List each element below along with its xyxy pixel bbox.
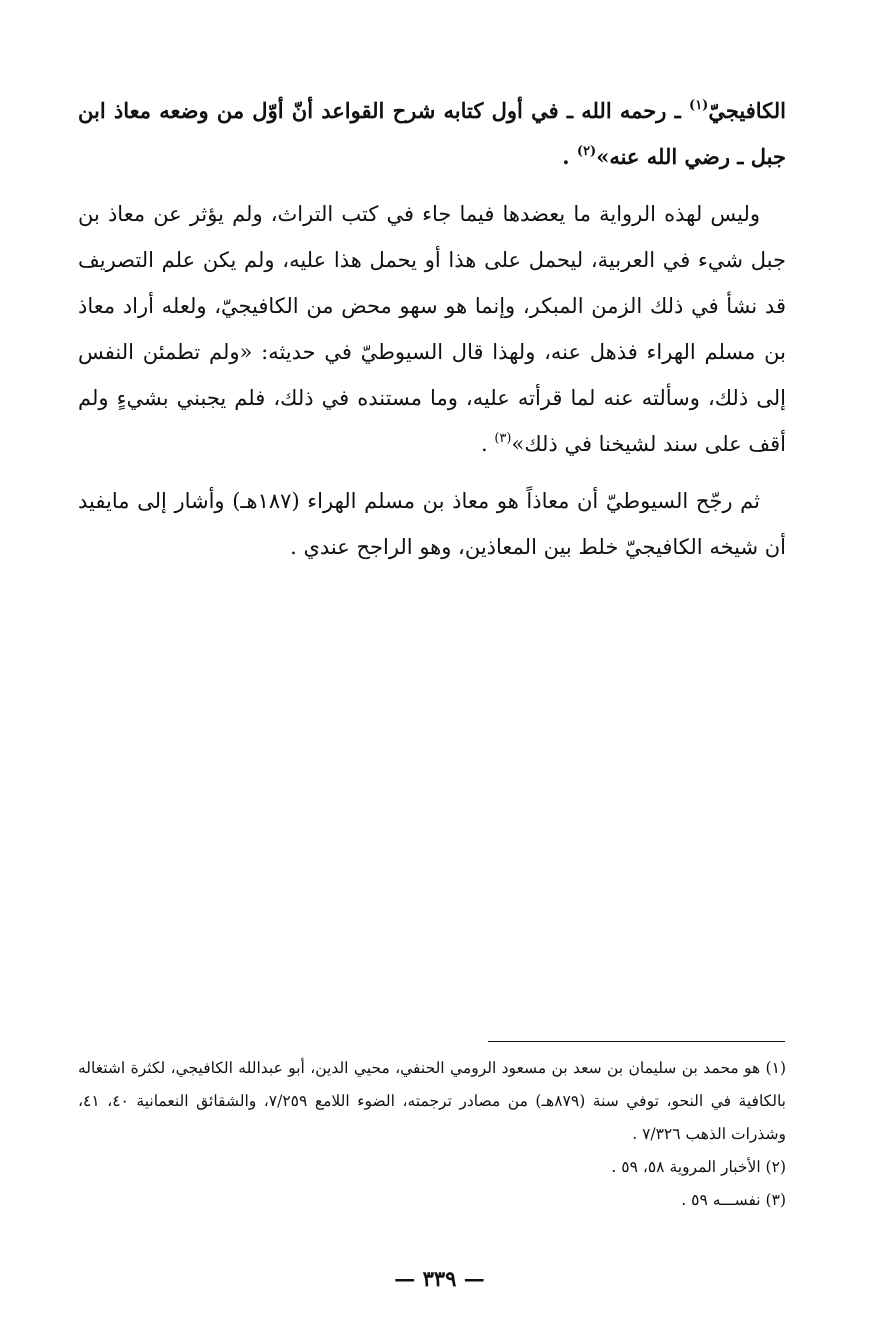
paragraph-1 — [78, 88, 786, 180]
footnotes — [78, 1052, 786, 1217]
paragraph-2 — [78, 191, 786, 467]
paragraph-2-text-b: . — [480, 432, 495, 456]
page-number: — ٣٣٩ — — [394, 1266, 485, 1291]
paragraph-1-text-c: . — [562, 144, 577, 169]
footnote-ref-3: (٣) — [494, 431, 512, 446]
paragraph-2-text-a: وليس لهذه الرواية ما يعضدها فيما جاء في كتب التراث، ولم يؤثر عن معاذ بن جبل شيء في العربية، ليحمل على هذا أو يحمل هذا عليه، ولم يكن علم التصريف قد نشأ في ذلك الزمن المبكر، وإنما هو سهو محض من الكافيجيّ، ولعله أراد معاذ بن مسلم الهراء فذهل عنه، ولهذا قال السيوطيّ في حديثه: «ولم تطمئن النفس إلى ذلك، وسألته عنه لما قرأته عليه، وما مستنده في ذلك، فلم يجبني بشيءٍ ولم أقف على سند لشيخنا في ذلك» — [78, 202, 786, 456]
footnote-1: (١) هو محمد بن سليمان بن سعد بن مسعود الرومي الحنفي، محيي الدين، أبو عبدالله الكافيجي، لكثرة اشتغاله بالكافية في النحو، توفي سنة (٨٧٩هـ) من مصادر ترجمته، الضوء اللامع ٧/٢٥٩، والشقائق النعمانية ٤٠، ٤١، وشذرات الذهب ٧/٣٢٦ . — [78, 1059, 786, 1143]
footnote-ref-1: (١) — [689, 98, 709, 113]
footnote-divider — [488, 1041, 785, 1042]
paragraph-3: ثم رجّح السيوطيّ أن معاذاً هو معاذ بن مسلم الهراء (١٨٧هـ) وأشار إلى مايفيد أن شيخه الكافيجيّ خلط بين المعاذين، وهو الراجح عندي . — [78, 489, 786, 559]
footnote-2: (٢) الأخبار المروية ٥٨، ٥٩ . — [611, 1158, 786, 1176]
paragraph-1-text-a: الكافيجيّ — [708, 98, 786, 123]
main-text — [78, 88, 786, 581]
footnote-3: (٣) نفســـه ٥٩ . — [681, 1191, 786, 1209]
footnote-ref-2: (٢) — [576, 144, 597, 159]
paragraph-1-text-b: ـ رحمه الله ـ في أول كتابه شرح القواعد أنّ أوّل من وضعه معاذ ابن جبل ـ رضي الله عنه» — [78, 98, 786, 169]
